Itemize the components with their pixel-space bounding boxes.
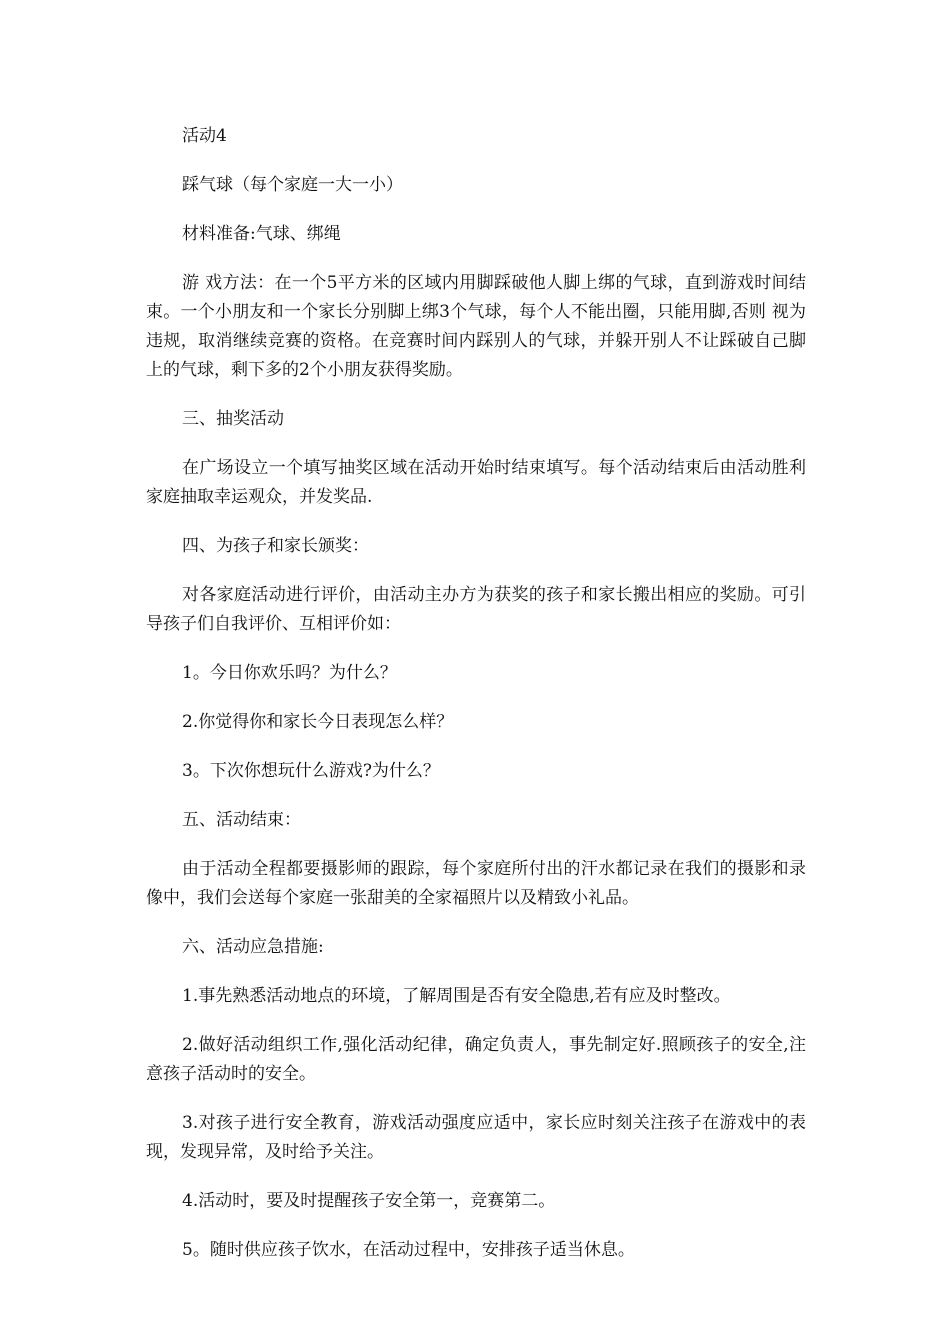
question-1: 1。今日你欢乐吗？为什么？: [182, 663, 397, 683]
paragraph-activity-end: 由于活动全程都要摄影师的跟踪，每个家庭所付出的汗水都记录在我们的摄影和录像中，我们会送每个家庭一张甜美的全家福照片以及精致小礼品。: [146, 859, 806, 908]
paragraph-lottery: 在广场设立一个填写抽奖区域在活动开始时结束填写。每个活动结束后由活动胜利家庭抽取幸运观众，并发奖品.: [146, 458, 806, 507]
paragraph-materials: 材料准备:气球、绑绳: [182, 224, 341, 244]
document-body: [146, 122, 806, 1285]
paragraph-game-method: 游 戏方法：在一个5平方米的区域内用脚踩破他人脚上绑的气球，直到游戏时间结束。一个小朋友和一个家长分别脚上绑3个气球，每个人不能出圈，只能用脚,否则 视为违规，取消继续竞赛的资格。在竞赛时间内踩别人的气球，并躲开别人不让踩破自己脚上的气球，剩下多的2个小朋友获得奖励。: [146, 273, 806, 380]
heading-activity-end: 五、活动结束：: [182, 810, 301, 830]
emergency-item-5: 5。随时供应孩子饮水，在活动过程中，安排孩子适当休息。: [182, 1240, 635, 1260]
heading-awards: 四、为孩子和家长颁奖：: [182, 536, 369, 556]
question-2: 2.你觉得你和家长今日表现怎么样？: [182, 712, 454, 732]
question-3: 3。下次你想玩什么游戏?为什么？: [182, 761, 440, 781]
emergency-item-3: 3.对孩子进行安全教育，游戏活动强度应适中，家长应时刻关注孩子在游戏中的表现，发现异常，及时给予关注。: [146, 1113, 806, 1162]
paragraph-activity-4: 活动4: [182, 126, 227, 146]
paragraph-balloon-title: 踩气球（每个家庭一大一小）: [182, 175, 403, 195]
emergency-item-2: 2.做好活动组织工作,强化活动纪律，确定负责人，事先制定好.照顾孩子的安全,注意孩子活动时的安全。: [146, 1035, 806, 1084]
emergency-item-1: 1.事先熟悉活动地点的环境，了解周围是否有安全隐患,若有应及时整改。: [182, 986, 731, 1006]
heading-emergency: 六、活动应急措施:: [182, 937, 324, 957]
heading-lottery: 三、抽奖活动: [182, 409, 284, 429]
paragraph-awards: 对各家庭活动进行评价，由活动主办方为获奖的孩子和家长搬出相应的奖励。可引导孩子们自我评价、互相评价如：: [146, 585, 806, 634]
emergency-item-4: 4.活动时，要及时提醒孩子安全第一，竞赛第二。: [182, 1191, 556, 1211]
